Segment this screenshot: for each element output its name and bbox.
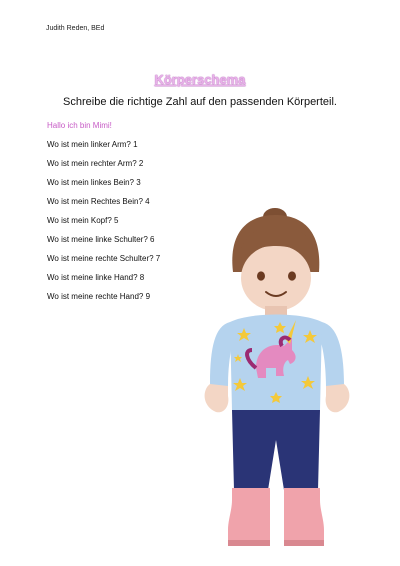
question-item: Wo ist mein Kopf? 5 bbox=[47, 216, 119, 225]
question-item: Wo ist meine linke Schulter? 6 bbox=[47, 235, 155, 244]
question-item: Wo ist mein Rechtes Bein? 4 bbox=[47, 197, 150, 206]
greeting-text: Hallo ich bin Mimi! bbox=[47, 121, 112, 130]
page-title: Körperschema bbox=[154, 72, 246, 87]
face bbox=[241, 245, 311, 311]
instruction-text: Schreibe die richtige Zahl auf den passenden Körperteil. bbox=[63, 96, 337, 108]
question-item: Wo ist mein linkes Bein? 3 bbox=[47, 178, 141, 187]
right-boot-sole bbox=[284, 540, 324, 546]
question-item: Wo ist mein linker Arm? 1 bbox=[47, 140, 138, 149]
question-item: Wo ist meine linke Hand? 8 bbox=[47, 273, 145, 282]
question-item: Wo ist mein rechter Arm? 2 bbox=[47, 159, 144, 168]
author-header: Judith Reden, BEd bbox=[46, 25, 105, 32]
left-eye bbox=[257, 271, 265, 280]
left-boot-sole bbox=[228, 540, 270, 546]
question-item: Wo ist meine rechte Hand? 9 bbox=[47, 292, 151, 301]
playmobil-girl-figure-icon bbox=[180, 200, 380, 555]
question-item: Wo ist meine rechte Schulter? 7 bbox=[47, 254, 161, 263]
left-hand bbox=[205, 384, 229, 412]
right-hand bbox=[326, 384, 350, 412]
right-boot bbox=[284, 488, 324, 545]
left-boot bbox=[228, 488, 270, 545]
right-eye bbox=[288, 271, 296, 280]
pants bbox=[232, 410, 320, 490]
question-list bbox=[47, 140, 160, 311]
